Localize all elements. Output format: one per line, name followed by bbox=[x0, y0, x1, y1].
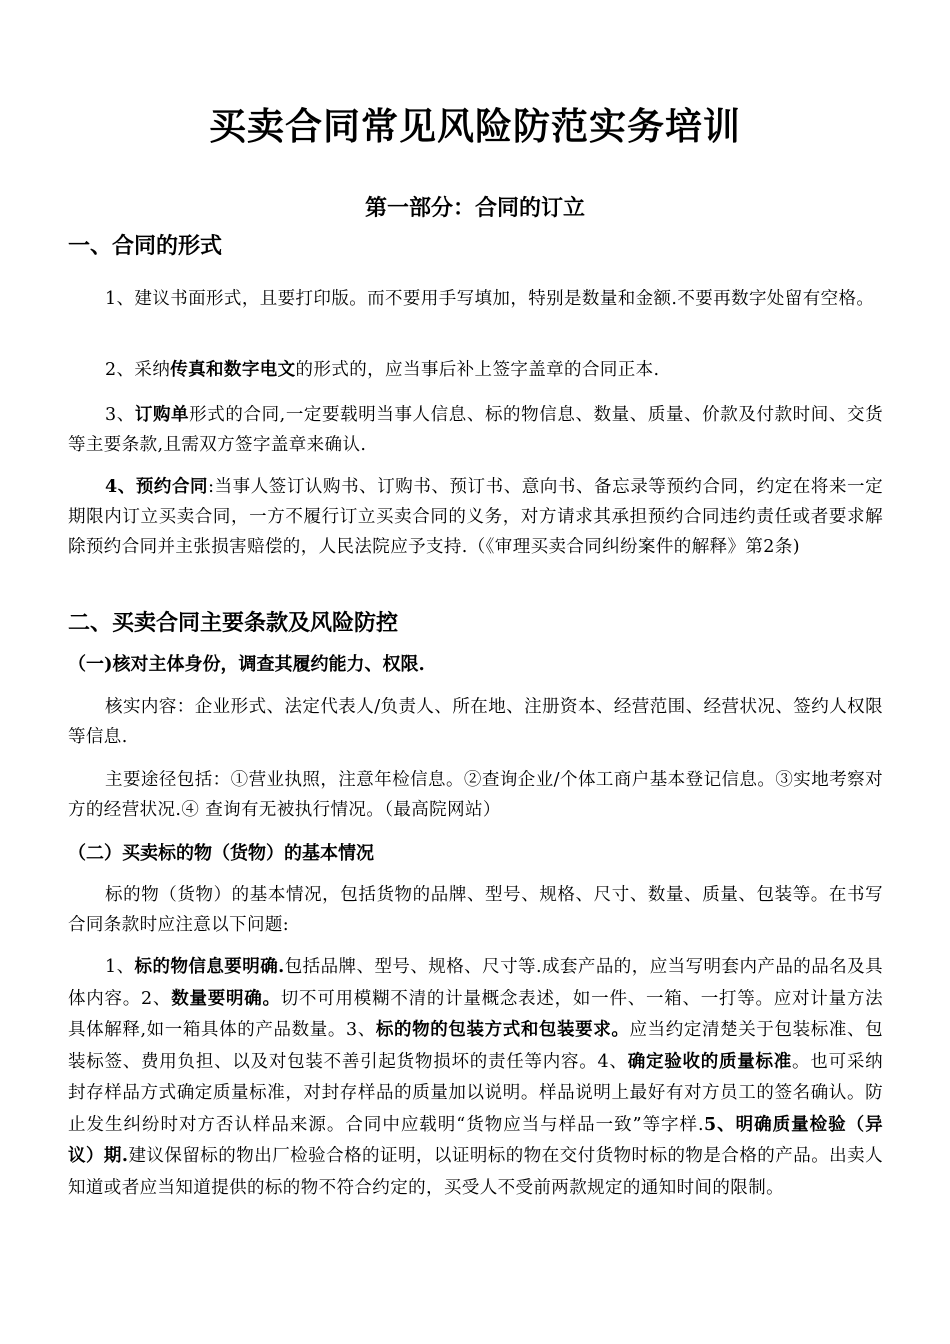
subsection-heading-2: （二）买卖标的物（货物）的基本情况 bbox=[68, 843, 374, 864]
paragraph-5: 核实内容：企业形式、法定代表人/负责人、所在地、注册资本、经营范围、经营状况、签约人权限等信息. bbox=[68, 697, 883, 747]
subsection-heading-1: （一)核对主体身份，调查其履约能力、权限. bbox=[68, 654, 425, 675]
paragraph-2 bbox=[68, 355, 883, 385]
paragraph-8-t5: 。也可采纳封存样品方式确定质量标准，对封存样品的质量加以说明。样品说明上最好有对方员工的签名确认。防止发生纠纷时对方否认样品来源。合同中应载明“货物应当与样品一致”等字样. bbox=[68, 1051, 883, 1135]
paragraph-3-bold: 订购单 bbox=[134, 405, 190, 425]
paragraph-8-b2: 数量要明确。 bbox=[171, 988, 281, 1009]
paragraph-3-text-c: 形式的合同,一定要载明当事人信息、标的物信息、数量、质量、价款及付款时间、交货等主要条款,且需双方签字盖章来确认. bbox=[68, 405, 883, 455]
paragraph-4-bold: 4、预约合同 bbox=[105, 477, 209, 497]
section-heading-1: 一、合同的形式 bbox=[68, 233, 223, 259]
paragraph-2-text-c: 的形式的，应当事后补上签字盖章的合同正本. bbox=[295, 360, 660, 380]
paragraph-3-text-a: 3、 bbox=[105, 405, 135, 425]
section-heading-2: 二、买卖合同主要条款及风险防控 bbox=[68, 610, 399, 636]
paragraph-8 bbox=[68, 952, 883, 1204]
paragraph-8-t1: 1、 bbox=[105, 957, 135, 977]
paragraph-2-bold: 传真和数字电文 bbox=[170, 360, 296, 380]
paragraph-8-b5: 5、明确质量检验（异议）期. bbox=[68, 1114, 883, 1166]
paragraph-4-text: :当事人签订认购书、订购书、预订书、意向书、备忘录等预约合同，约定在将来一定期限内订立买卖合同，一方不履行订立买卖合同的义务，对方请求其承担预约合同违约责任或者要求解除预约合同并主张损害赔偿的，人民法院应予支持.（《审理买卖合同纠纷案件的解释》第2条) bbox=[68, 477, 884, 557]
part-heading: 第一部分：合同的订立 bbox=[364, 195, 585, 221]
paragraph-7: 标的物（货物）的基本情况，包括货物的品牌、型号、规格、尺寸、数量、质量、包装等。在书写合同条款时应注意以下问题: bbox=[68, 885, 883, 935]
paragraph-8-t3: 切不可用模糊不清的计量概念表述，如一件、一箱、一打等。应对计量方法具体解释,如一箱具体的产品数量。3、 bbox=[68, 988, 883, 1040]
paragraph-2-text-a: 2、采纳 bbox=[105, 360, 171, 380]
paragraph-8-b1: 标的物信息要明确. bbox=[134, 957, 285, 977]
paragraph-4 bbox=[68, 472, 883, 562]
document-title: 买卖合同常见风险防范实务培训 bbox=[209, 104, 741, 148]
paragraph-6: 主要途径包括：①营业执照，注意年检信息。②查询企业/个体工商户基本登记信息。③实地考察对方的经营状况.④ 查询有无被执行情况。（最高院网站） bbox=[68, 770, 883, 820]
paragraph-8-t2: 包括品牌、型号、规格、尺寸等.成套产品的，应当写明套内产品的品名及具体内容。2、 bbox=[68, 957, 883, 1009]
paragraph-1: 1、建议书面形式，且要打印版。而不要用手写填加，特别是数量和金额.不要再数字处留有空格。 bbox=[105, 289, 875, 309]
paragraph-8-b4: 确定验收的质量标准 bbox=[627, 1051, 793, 1072]
paragraph-3 bbox=[68, 400, 883, 460]
paragraph-8-b3: 标的物的包装方式和包装要求。 bbox=[375, 1020, 630, 1040]
paragraph-8-t4: 应当约定清楚关于包装标准、包装标签、费用负担、以及对包装不善引起货物损坏的责任等内容。4、 bbox=[68, 1020, 883, 1072]
paragraph-8-t6: 建议保留标的物出厂检验合格的证明，以证明标的物在交付货物时标的物是合格的产品。出卖人知道或者应当知道提供的标的物不符合约定的，买受人不受前两款规定的通知时间的限制。 bbox=[68, 1146, 884, 1198]
